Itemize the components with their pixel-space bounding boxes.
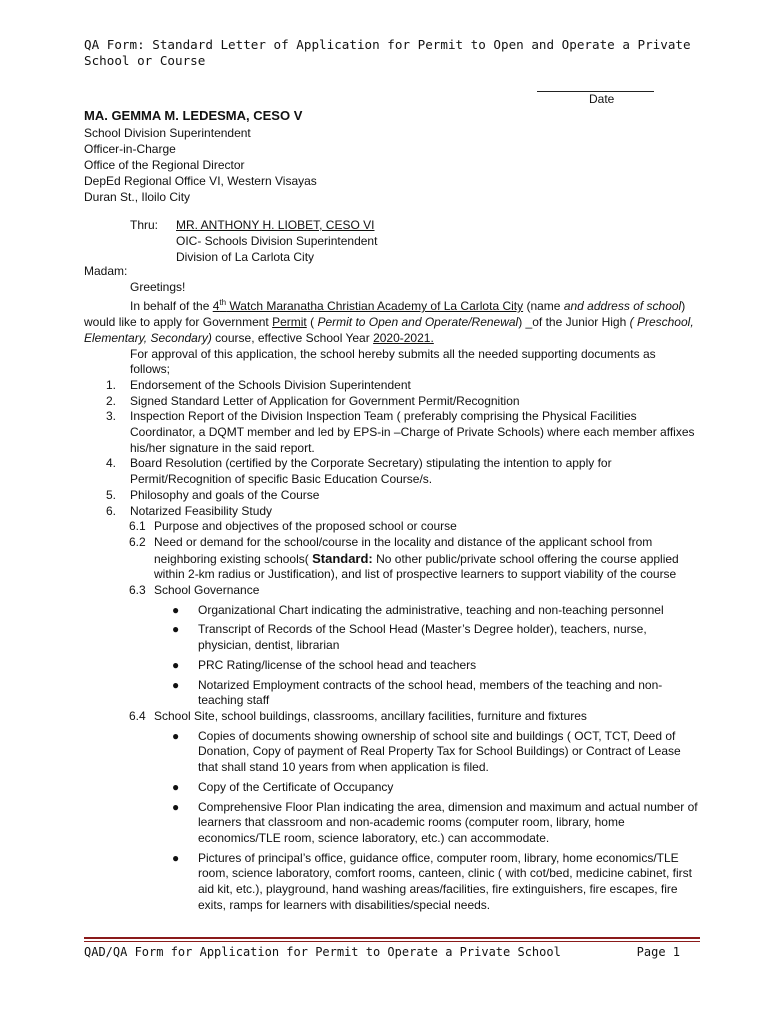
list-item [84, 394, 698, 410]
sub-text: School Site, school buildings, classrooms, ancillary facilities, furniture and fixtures [154, 708, 587, 723]
page-footer [84, 945, 680, 959]
sub-item [84, 535, 698, 583]
para-text: course, effective School Year [211, 330, 374, 345]
thru-line: OIC- Schools Division Superintendent [176, 234, 378, 248]
bullet-text: Pictures of principal’s office, guidance office, computer room, library, home economics/TLE room, science laboratory, comfort rooms, canteen, clinic ( with cot/bed, medicine cabinet, first aid kit, etc.), playground, hand washing areas/facilities, fire extinguishers, fire escapes, fire exits, ramps for learners with disabilities/special needs. [198, 850, 692, 912]
sub-number: 6.1 [129, 519, 146, 534]
bullet-item [84, 678, 698, 709]
sub-number: 6.4 [129, 708, 146, 723]
letter-body [84, 264, 698, 913]
bullet-item [84, 780, 698, 796]
sub-text: No other public/private school offering the course applied within 2-km radius or Justification), and list of prospective learners to support viability of the course [154, 551, 679, 582]
item-text: Board Resolution (certified by the Corporate Secretary) stipulating the intention to apply for Permit/Recognition of specific Basic Education Course/s. [130, 456, 612, 487]
item-text: Philosophy and goals of the Course [130, 487, 320, 502]
addressee-line: Officer-in-Charge [84, 142, 176, 156]
para-text: ) would like to apply for Government [84, 299, 686, 330]
bullet-icon: ● [172, 657, 180, 672]
list-item [84, 378, 698, 394]
para-text: (name [523, 299, 564, 314]
school-number-suffix: th [219, 298, 227, 308]
list-item [84, 409, 698, 456]
sub-number: 6.3 [129, 583, 146, 598]
para-text-italic: and address of school [563, 299, 682, 314]
salutation: Madam: [84, 264, 128, 278]
bullet-item [84, 800, 698, 847]
para-text: In behalf of the [130, 299, 213, 314]
footer-title: QAD/QA Form for Application for Permit to Operate a Private School [84, 945, 561, 959]
bullet-text: Comprehensive Floor Plan indicating the area, dimension and maximum and actual number of learners that classroom and non-academic rooms (computer room, library, home economics/TLE room, science laboratory, etc.) can accommodate. [198, 799, 698, 845]
bullet-icon: ● [172, 728, 180, 743]
list-item [84, 488, 698, 504]
thru-line: Division of La Carlota City [176, 250, 315, 264]
sub-item [84, 709, 698, 725]
course-levels: ( Preschool, Elementary, Secondary) [84, 315, 694, 345]
supporting-docs-intro: For approval of this application, the school hereby submits all the needed supporting documents as follows; [130, 346, 656, 377]
footer-rule [84, 937, 700, 939]
footer-rule-thin [84, 941, 700, 942]
standard-label: Standard: [312, 550, 373, 566]
bullet-text: Organizational Chart indicating the administrative, teaching and non-teaching personnel [198, 602, 664, 617]
page-number: Page 1 [636, 945, 680, 959]
bullet-item [84, 851, 698, 914]
permit-type: Permit to Open and Operate/Renewal [317, 315, 519, 330]
addressee-name: MA. GEMMA M. LEDESMA, CESO V [84, 108, 303, 123]
requirements-list [84, 378, 698, 519]
list-item [84, 456, 698, 487]
bullet-text: Notarized Employment contracts of the school head, members of the teaching and non-teaching staff [198, 677, 663, 708]
bullet-text: PRC Rating/license of the school head and teachers [198, 657, 477, 672]
sub-number: 6.2 [129, 534, 146, 549]
application-paragraph [84, 295, 698, 346]
addressee-line: School Division Superintendent [84, 126, 251, 140]
sub-text: School Governance [154, 583, 260, 598]
bullet-item [84, 603, 698, 619]
bullet-item [84, 622, 698, 653]
site-bullets [84, 729, 698, 914]
item-number: 1. [106, 377, 117, 392]
sub-item [84, 519, 698, 535]
sub-text: Need or demand for the school/course in the locality and distance of the applicant school from neighboring existing schools( [154, 534, 653, 566]
greeting: Greetings! [130, 279, 186, 294]
bullet-icon: ● [172, 799, 180, 814]
school-name-text: Watch Maranatha Christian Academy of La Carlota City [226, 299, 524, 314]
addressee-line: Office of the Regional Director [84, 158, 245, 172]
thru-name: MR. ANTHONY H. LIOBET, CESO VI [176, 218, 375, 232]
para-text: ( [306, 315, 318, 330]
date-label: Date [589, 92, 615, 106]
school-year: 2020-2021. [373, 330, 434, 345]
bullet-text: Transcript of Records of the School Head (Master’s Degree holder), teachers, nurse, physician, dentist, librarian [198, 622, 647, 653]
item-number: 2. [106, 393, 117, 408]
governance-bullets [84, 603, 698, 709]
item-text: Inspection Report of the Division Inspection Team ( preferably comprising the Physical Facilities Coordinator, a DQMT member and led by EPS-in –Charge of Private Schools) where each member affixes his/her signature in the said report. [130, 409, 695, 455]
thru-label: Thru: [130, 218, 159, 232]
list-item [84, 504, 698, 520]
bullet-icon: ● [172, 850, 180, 865]
item-number: 3. [106, 409, 117, 424]
school-name [213, 299, 523, 313]
item-text: Signed Standard Letter of Application for Government Permit/Recognition [130, 393, 520, 408]
addressee-line: DepEd Regional Office VI, Western Visayas [84, 174, 317, 188]
item-number: 4. [106, 456, 117, 471]
bullet-text: Copy of the Certificate of Occupancy [198, 779, 394, 794]
bullet-icon: ● [172, 779, 180, 794]
item-number: 5. [106, 487, 117, 502]
bullet-item [84, 729, 698, 776]
bullet-icon: ● [172, 602, 180, 617]
sub-item [84, 583, 698, 599]
bullet-item [84, 658, 698, 674]
bullet-text: Copies of documents showing ownership of school site and buildings ( OCT, TCT, Deed of Donation, Copy of payment of Real Property Tax for School Buildings) or Contract of Lease that shall stand 10 years from when application is filed. [198, 728, 681, 775]
para-text: ) _of the Junior High [518, 315, 630, 330]
addressee-block [84, 108, 317, 205]
item-text: Notarized Feasibility Study [130, 503, 273, 518]
school-number: 4 [212, 299, 220, 314]
bullet-icon: ● [172, 622, 180, 637]
permit-word: Permit [272, 315, 307, 330]
addressee-line: Duran St., Iloilo City [84, 190, 191, 204]
page-header-title: QA Form: Standard Letter of Application for Permit to Open and Operate a Private School or Course [84, 37, 691, 68]
sub-text: Purpose and objectives of the proposed school or course [154, 519, 457, 534]
item-number: 6. [106, 503, 117, 518]
bullet-icon: ● [172, 677, 180, 692]
item-text: Endorsement of the Schools Division Superintendent [130, 377, 411, 392]
